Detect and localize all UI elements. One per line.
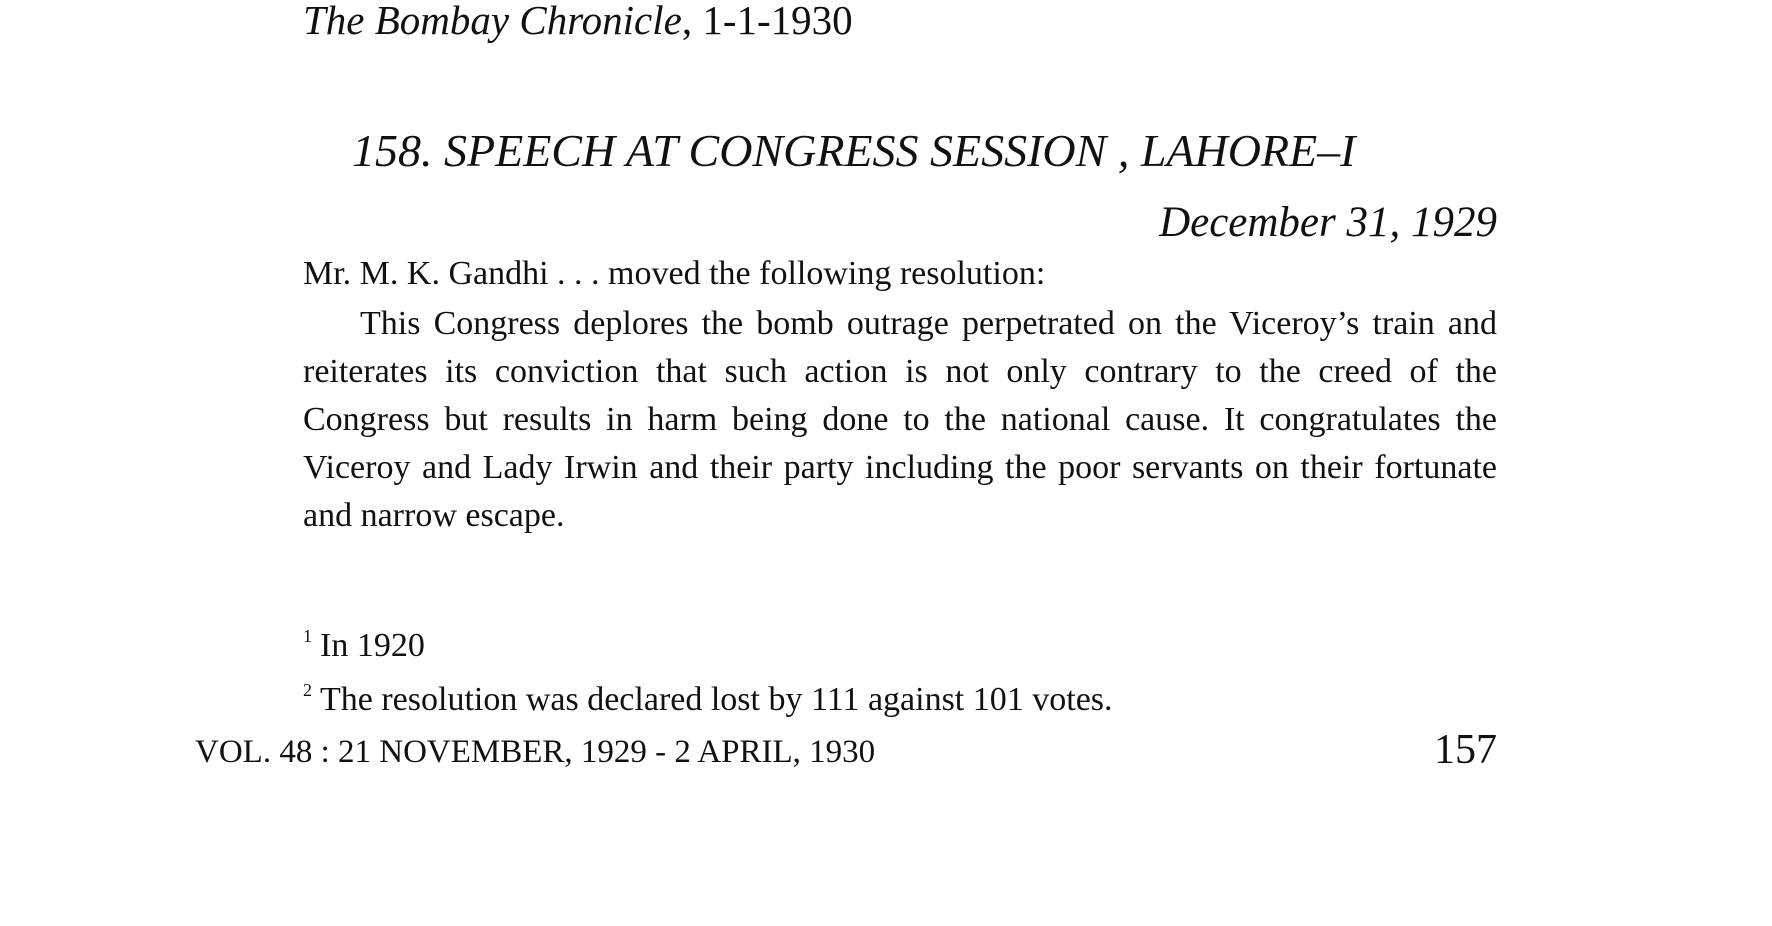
section-title: 158. SPEECH AT CONGRESS SESSION , LAHORE–I (352, 125, 1356, 176)
footnote-1 (303, 614, 1113, 668)
footnote-text: In 1920 (320, 627, 425, 664)
publication-date: , 1-1-1930 (681, 0, 853, 43)
footnote-text: The resolution was declared lost by 111 against 101 votes. (320, 681, 1113, 718)
source-citation (303, 0, 853, 44)
page-number: 157 (1434, 727, 1497, 773)
footnote-marker: 1 (303, 626, 312, 646)
footnote-2 (303, 668, 1113, 722)
section-date: December 31, 1929 (1159, 199, 1497, 246)
intro-line: Mr. M. K. Gandhi . . . moved the following resolution: (303, 255, 1046, 292)
volume-footer: VOL. 48 : 21 NOVEMBER, 1929 - 2 APRIL, 1930 (195, 734, 876, 770)
footnote-marker: 2 (303, 680, 312, 700)
footnotes (303, 614, 1113, 722)
publication-name: The Bombay Chronicle (303, 0, 682, 43)
resolution-paragraph: This Congress deplores the bomb outrage perpetrated on the Viceroy’s train and reiterates its conviction that such action is not only contrary to the creed of the Congress but results in harm being done to the national cause. It congratulates the Viceroy and Lady Irwin and their party including the poor servants on their fortunate and narrow escape. (303, 305, 1497, 534)
